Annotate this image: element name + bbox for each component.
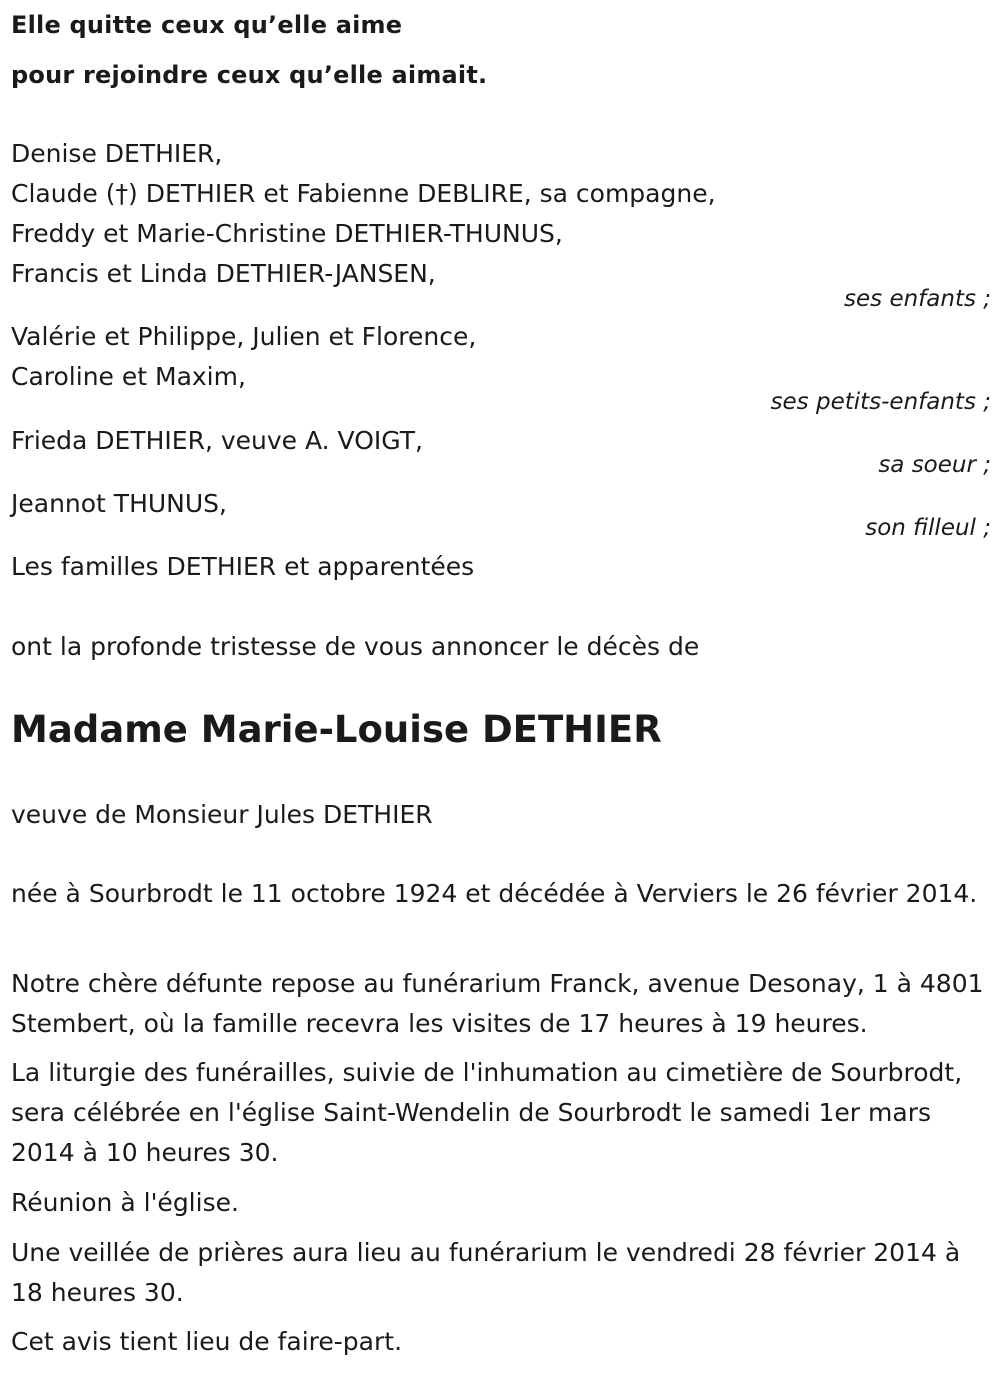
announcement-text: ont la profonde tristesse de vous annoncer le décès de	[11, 632, 700, 661]
child-line-1: Denise DETHIER,	[11, 139, 223, 168]
liturgy-paragraph: La liturgie des funérailles, suivie de l'inhumation au cimetière de Sourbrodt, sera célébrée en l'église Saint-Wendelin de Sourbrodt le samedi 1er mars 2014 à 10 heures 30.	[11, 1058, 963, 1167]
meeting-paragraph: Réunion à l'église.	[11, 1188, 239, 1217]
vigil-paragraph: Une veillée de prières aura lieu au funérarium le vendredi 28 février 2014 à 18 heures 30.	[11, 1238, 961, 1307]
rest-paragraph: Notre chère défunte repose au funérarium Franck, avenue Desonay, 1 à 4801 Stembert, où la famille recevra les visites de 17 heures à 19 heures.	[11, 969, 984, 1038]
grandchild-line-2: Caroline et Maxim,	[11, 362, 246, 391]
widow-of-text: veuve de Monsieur Jules DETHIER	[11, 800, 433, 829]
child-line-4: Francis et Linda DETHIER-JANSEN,	[11, 259, 436, 288]
grandchild-line-1: Valérie et Philippe, Julien et Florence,	[11, 322, 477, 351]
sister-line: Frieda DETHIER, veuve A. VOIGT,	[11, 426, 423, 455]
child-line-2: Claude (†) DETHIER et Fabienne DEBLIRE, sa compagne,	[11, 179, 716, 208]
families-line: Les familles DETHIER et apparentées	[11, 552, 475, 581]
role-sister: sa soeur ;	[878, 452, 991, 478]
notice-paragraph: Cet avis tient lieu de faire-part.	[11, 1327, 403, 1356]
role-grandchildren: ses petits-enfants ;	[770, 389, 991, 415]
epitaph-line-1: Elle quitte ceux qu’elle aime	[11, 11, 403, 39]
epitaph-line-2: pour rejoindre ceux qu’elle aimait.	[11, 61, 488, 89]
birth-death-paragraph: née à Sourbrodt le 11 octobre 1924 et décédée à Verviers le 26 février 2014.	[11, 879, 978, 908]
role-godson: son filleul ;	[865, 515, 991, 541]
child-line-3: Freddy et Marie-Christine DETHIER-THUNUS,	[11, 219, 563, 248]
godson-line: Jeannot THUNUS,	[11, 489, 227, 518]
role-children: ses enfants ;	[844, 286, 991, 312]
deceased-name: Madame Marie-Louise DETHIER	[11, 708, 662, 751]
